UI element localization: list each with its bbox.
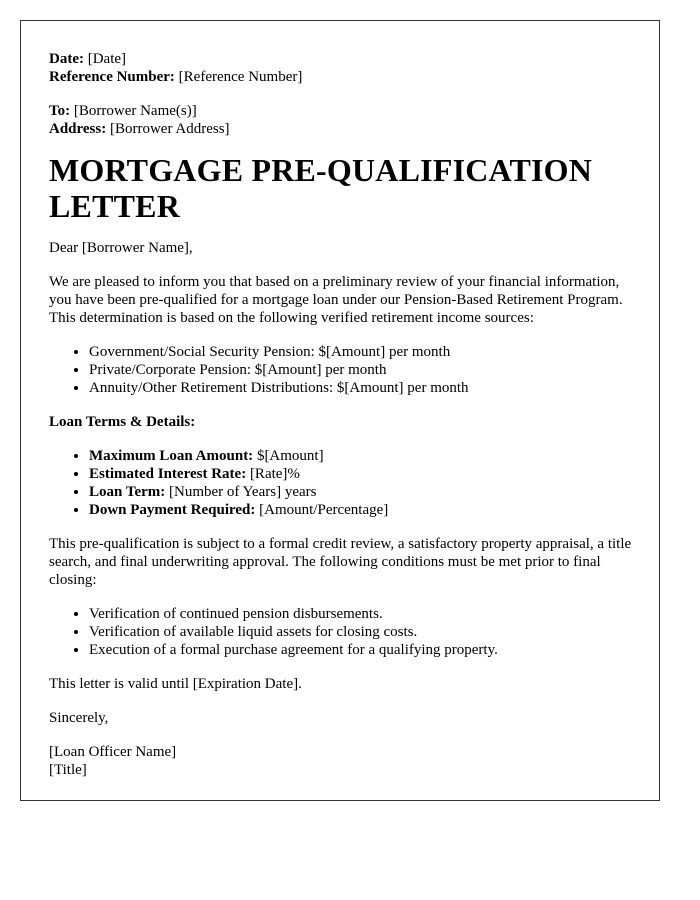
intro-paragraph: We are pleased to inform you that based on a preliminary review of your financial information, you have been pre-qualified for a mortgage loan under our Pension-Based Retirement Program. This determination is based on the following verified retirement income sources: [49,274,623,326]
closing: Sincerely, [49,710,109,726]
term-label: Loan Term: [89,484,166,500]
term-value: $[Amount] [256,448,324,464]
loan-terms-heading [49,413,639,431]
salutation: Dear [Borrower Name], [49,240,193,256]
letter-content [49,50,639,779]
loan-terms-heading-text: Loan Terms & Details: [49,414,196,430]
date-line [49,50,639,68]
list-item: • Government/Social Security Pension: $[Amount] per month [89,343,639,361]
income-sources-list [49,343,639,397]
address-value: [Borrower Address] [109,121,230,137]
signature-title: [Title] [49,762,87,778]
date-value: [Date] [87,51,127,67]
recipient-line [49,102,639,120]
list-item [89,447,639,465]
term-value: [Number of Years] years [169,484,317,500]
list-item [89,465,639,483]
term-value: [Amount/Percentage] [259,502,389,518]
list-item: • Private/Corporate Pension: $[Amount] per month [89,361,639,379]
term-label: Down Payment Required: [89,502,256,518]
date-label: Date: [49,51,84,67]
recipient-value: [Borrower Name(s)] [73,103,197,119]
list-item: • Annuity/Other Retirement Distributions: $[Amount] per month [89,379,639,397]
signature-name: [Loan Officer Name] [49,744,177,760]
reference-value: [Reference Number] [178,69,303,85]
letter-title: MORTGAGE PRE-QUALIFICATION LETTER [49,152,593,224]
reference-line [49,68,639,86]
recipient-label: To: [49,103,71,119]
address-label: Address: [49,121,107,137]
list-item [89,501,639,519]
reference-label: Reference Number: [49,69,175,85]
validity-paragraph: This letter is valid until [Expiration Date]. [49,676,302,692]
letter-page [20,20,660,801]
list-item [89,483,639,501]
term-value: [Rate]% [249,466,300,482]
list-item: • Verification of available liquid assets for closing costs. [89,623,639,641]
term-label: Estimated Interest Rate: [89,466,247,482]
list-item: • Verification of continued pension disbursements. [89,605,639,623]
term-label: Maximum Loan Amount: [89,448,254,464]
loan-terms-list [49,447,639,519]
address-line [49,120,639,138]
conditions-paragraph: This pre-qualification is subject to a formal credit review, a satisfactory property appraisal, a title search, and final underwriting approval. The following conditions must be met prior to final closing: [49,536,632,588]
list-item: • Execution of a formal purchase agreement for a qualifying property. [89,641,639,659]
conditions-list [49,605,639,659]
